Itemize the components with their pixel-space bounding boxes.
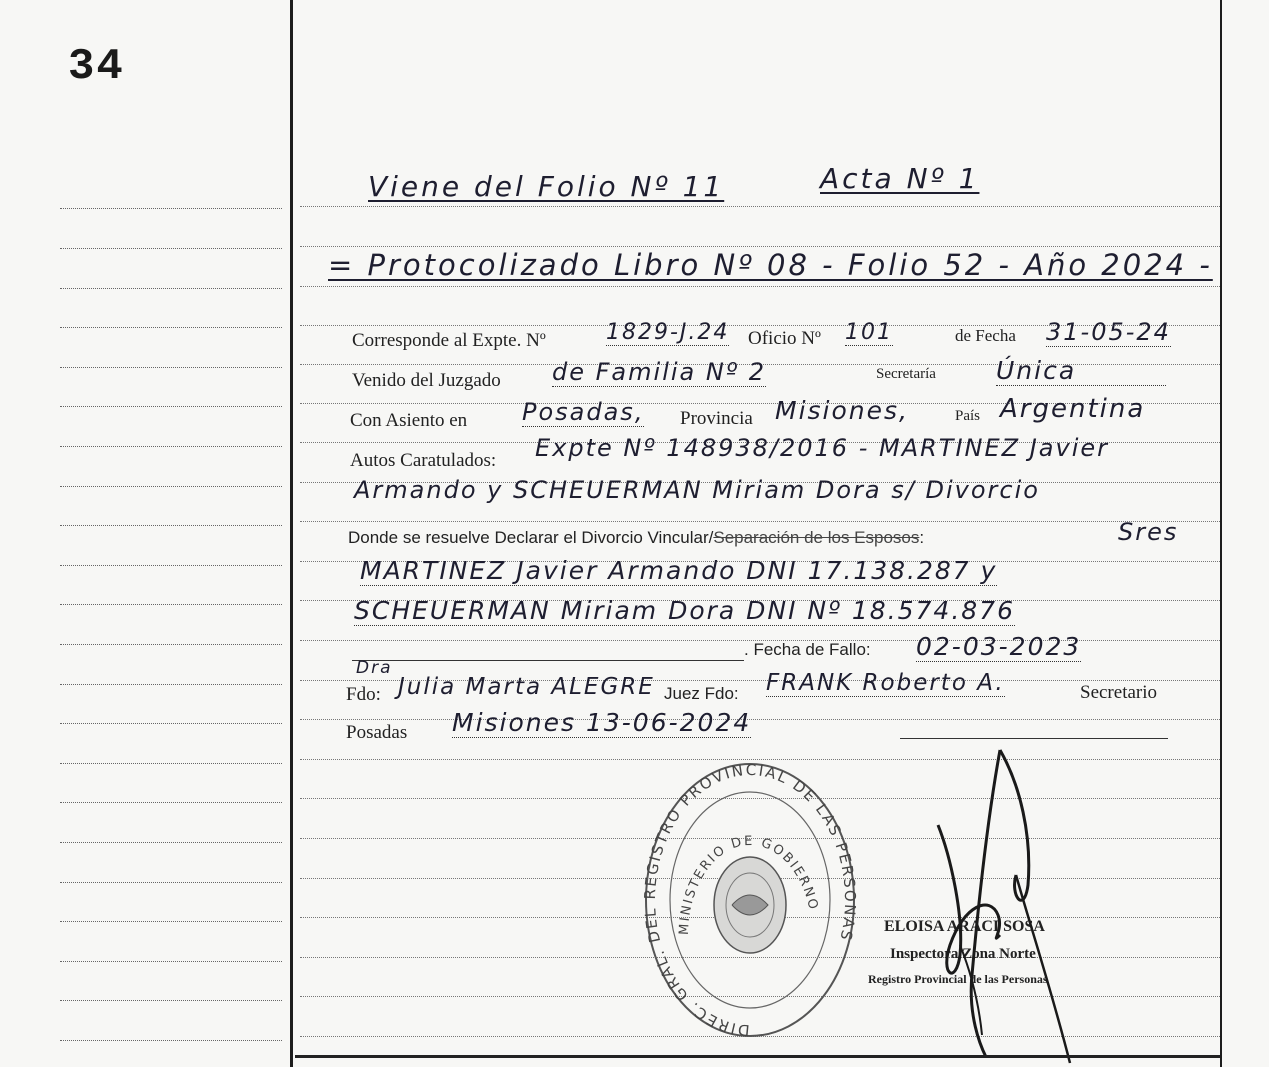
autos-value-line1: Expte Nº 148938/2016 - MARTINEZ Javier xyxy=(535,434,1110,462)
signer-role: Inspectora Zona Norte xyxy=(890,946,1036,962)
fecha-fallo-value: 02-03-2023 xyxy=(916,632,1082,661)
resuelve-value: Sres xyxy=(1118,518,1179,546)
resuelve-label xyxy=(348,528,924,548)
margin-rule xyxy=(60,842,282,843)
margin-rule xyxy=(60,486,282,487)
handwritten-signature xyxy=(920,745,1080,1065)
blank-underline xyxy=(352,660,744,661)
margin-rule xyxy=(60,208,282,209)
stamp-outer-text: DIREC. GRAL. DEL REGISTRO PROVINCIAL DE LAS PERSONAS xyxy=(640,760,860,1040)
party-2: SCHEUERMAN Miriam Dora DNI Nº 18.574.876 xyxy=(354,596,1015,625)
resuelve-colon: : xyxy=(919,528,925,547)
dra-prefix: Dra xyxy=(356,658,393,678)
signer-name: ELOISA ARACI SOSA xyxy=(884,918,1045,935)
margin-rule xyxy=(60,406,282,407)
resuelve-struck-text: Separación de los Esposos xyxy=(713,528,920,547)
margin-rule xyxy=(60,882,282,883)
margin-rule xyxy=(60,565,282,566)
page-rule xyxy=(300,206,1220,207)
margin-rule xyxy=(60,763,282,764)
posadas-label: Posadas xyxy=(346,722,408,743)
fecha-label: de Fecha xyxy=(955,326,1016,345)
juez-value: Julia Marta ALEGRE xyxy=(398,674,655,700)
stamp-inner-text: MINISTERIO DE GOBIERNO xyxy=(676,833,821,936)
oficio-value: 101 xyxy=(845,320,893,345)
margin-rule xyxy=(60,288,282,289)
fecha-value: 31-05-24 xyxy=(1046,318,1171,346)
bottom-border-line xyxy=(295,1055,1220,1058)
fecha-fallo-label: . Fecha de Fallo: xyxy=(744,640,871,659)
margin-rule xyxy=(60,1000,282,1001)
acta-number: Acta Nº 1 xyxy=(820,162,980,195)
page-rule xyxy=(300,246,1220,247)
juzgado-value: de Familia Nº 2 xyxy=(552,358,767,386)
expte-value: 1829-J.24 xyxy=(606,320,730,345)
margin-rule xyxy=(60,684,282,685)
autos-value-line2: Armando y SCHEUERMAN Miriam Dora s/ Divorcio xyxy=(354,476,1040,504)
fdo-label: Fdo: xyxy=(346,684,381,705)
asiento-value: Posadas, xyxy=(522,398,645,426)
venido-label: Venido del Juzgado xyxy=(352,370,501,391)
secretaria-value: Única xyxy=(996,356,1166,386)
signer-organization: Registro Provincial de las Personas xyxy=(868,972,1048,986)
margin-rule xyxy=(60,367,282,368)
margin-rule xyxy=(60,921,282,922)
provincia-value: Misiones, xyxy=(775,396,909,425)
margin-rule xyxy=(60,446,282,447)
margin-rule xyxy=(60,327,282,328)
margin-rule xyxy=(60,723,282,724)
right-border-line xyxy=(1220,0,1222,1067)
posadas-underline xyxy=(900,738,1168,739)
pais-value: Argentina xyxy=(1000,394,1146,424)
folio-number: 34 xyxy=(68,42,125,92)
page-rule xyxy=(300,719,1220,720)
resuelve-text: Donde se resuelve Declarar el Divorcio Vincular/ xyxy=(348,528,714,547)
secretario-value: FRANK Roberto A. xyxy=(766,670,1005,696)
protocolizado-line: = Protocolizado Libro Nº 08 - Folio 52 - Año 2024 - xyxy=(328,248,1213,282)
official-stamp xyxy=(640,755,860,1045)
left-margin-column xyxy=(0,0,290,1067)
margin-rule xyxy=(60,248,282,249)
margin-rule xyxy=(60,961,282,962)
corresponde-label: Corresponde al Expte. Nº xyxy=(352,330,546,351)
margin-rule xyxy=(60,525,282,526)
secretaria-label: Secretaría xyxy=(876,366,936,382)
provincia-label: Provincia xyxy=(680,408,753,429)
juez-label: Juez Fdo: xyxy=(664,684,739,703)
pais-label: País xyxy=(955,408,981,424)
autos-label: Autos Caratulados: xyxy=(350,450,497,471)
margin-rule xyxy=(60,802,282,803)
secretario-label: Secretario xyxy=(1080,682,1158,703)
oficio-label: Oficio Nº xyxy=(748,328,821,349)
margin-rule xyxy=(60,604,282,605)
margin-rule xyxy=(60,644,282,645)
asiento-label: Con Asiento en xyxy=(350,410,468,431)
page-rule xyxy=(300,521,1220,522)
party-1: MARTINEZ Javier Armando DNI 17.138.287 y xyxy=(360,556,998,585)
margin-divider-line xyxy=(290,0,293,1067)
margin-rule xyxy=(60,1040,282,1041)
posadas-value: Misiones 13-06-2024 xyxy=(452,708,752,737)
viene-del-folio: Viene del Folio Nº 11 xyxy=(368,170,725,203)
page-rule xyxy=(300,286,1220,287)
